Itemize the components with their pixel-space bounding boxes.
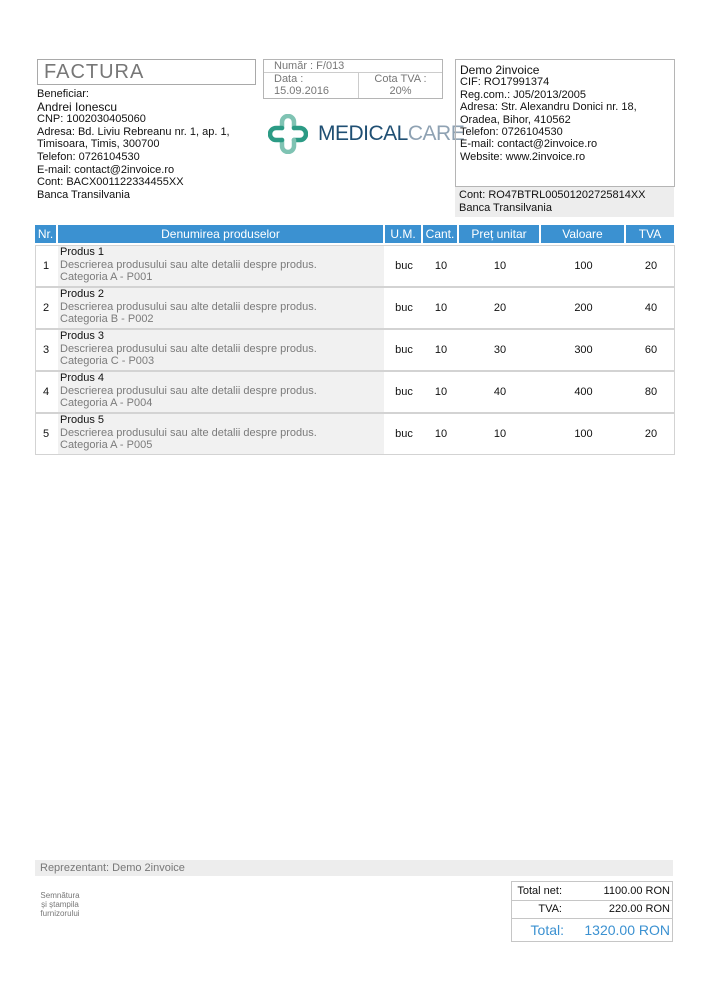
- supplier-phone: Telefon: 0726104530: [460, 126, 563, 139]
- col-product-name: Denumirea produselor: [58, 225, 383, 243]
- product-category: Categoria A - P001: [60, 271, 153, 283]
- supplier-cif: CIF: RO17991374: [460, 76, 550, 89]
- client-info: [37, 88, 257, 201]
- row-product: [58, 246, 384, 286]
- row-qty: 10: [434, 386, 448, 398]
- row-number: 5: [42, 428, 50, 440]
- medical-cross-icon: [268, 114, 308, 154]
- invoice-title: FACTURA: [44, 61, 145, 83]
- row-number: 1: [42, 260, 50, 272]
- row-value: 200: [574, 302, 593, 314]
- grand-total-row: [511, 919, 673, 942]
- row-vat: 20: [644, 428, 658, 440]
- product-category: Categoria C - P003: [60, 355, 155, 367]
- total-vat-value: 220.00 RON: [608, 903, 670, 915]
- vat-rate-value: 20%: [389, 85, 412, 97]
- col-vat: TVA: [626, 225, 674, 243]
- client-address: Adresa: Bd. Liviu Rebreanu nr. 1, ap. 1,: [37, 125, 230, 138]
- invoice-title-box: [37, 59, 256, 85]
- col-value: Valoare: [541, 225, 624, 243]
- row-qty: 10: [434, 302, 448, 314]
- row-um: buc: [395, 428, 413, 440]
- representative: Reprezentant: Demo 2invoice: [40, 862, 185, 874]
- company-logo: [268, 114, 465, 154]
- total-net-value: 1100.00 RON: [603, 885, 670, 897]
- grand-total-value: 1320.00 RON: [584, 922, 670, 938]
- client-cnp: CNP: 1002030405060: [37, 113, 146, 126]
- logo-text: MEDICALCARE: [318, 122, 465, 145]
- supplier-bank: Banca Transilvania: [459, 201, 552, 214]
- row-value: 100: [574, 260, 593, 272]
- row-vat: 40: [644, 302, 658, 314]
- products-table-header: [35, 225, 674, 243]
- table-row: [35, 413, 675, 455]
- table-row: [35, 371, 675, 413]
- row-um: buc: [395, 302, 413, 314]
- date-value: 15.09.2016: [274, 85, 330, 97]
- supplier-email: E-mail: contact@2invoice.ro: [460, 138, 598, 151]
- product-description: Descrierea produsului sau alte detalii despre produs.: [60, 258, 317, 271]
- total-net-label: Total net:: [517, 885, 562, 897]
- row-um: buc: [395, 260, 413, 272]
- product-name: Produs 2: [60, 288, 105, 300]
- product-description: Descrierea produsului sau alte detalii despre produs.: [60, 342, 317, 355]
- supplier-address: Adresa: Str. Alexandru Donici nr. 18,: [460, 101, 637, 114]
- row-um: buc: [395, 344, 413, 356]
- product-category: Categoria A - P004: [60, 397, 153, 409]
- client-account: Cont: BACX001122334455XX: [37, 176, 184, 189]
- supplier-bank-box: [455, 187, 674, 217]
- col-nr: Nr.: [35, 225, 56, 243]
- supplier-account: Cont: RO47BTRL00501202725814XX: [459, 189, 646, 201]
- client-bank: Banca Transilvania: [37, 188, 130, 201]
- row-price: 30: [493, 344, 507, 356]
- row-value: 100: [574, 428, 593, 440]
- product-category: Categoria B - P002: [60, 313, 154, 325]
- row-price: 20: [493, 302, 507, 314]
- supplier-info: [455, 59, 675, 187]
- product-name: Produs 5: [60, 414, 105, 426]
- row-product: [58, 372, 384, 412]
- table-row: [35, 245, 675, 287]
- supplier-city: Oradea, Bihor, 410562: [460, 113, 571, 126]
- total-vat-label: TVA:: [538, 903, 562, 915]
- row-price: 10: [493, 428, 507, 440]
- table-row: [35, 287, 675, 329]
- invoice-meta: [263, 59, 443, 99]
- table-row: [35, 329, 675, 371]
- supplier-website: Website: www.2invoice.ro: [460, 150, 586, 163]
- col-unit-price: Preț unitar: [459, 225, 539, 243]
- vat-rate-label: Cota TVA :: [374, 73, 427, 85]
- supplier-name: Demo 2invoice: [460, 63, 540, 77]
- row-vat: 80: [644, 386, 658, 398]
- client-phone: Telefon: 0726104530: [37, 150, 140, 163]
- product-description: Descrierea produsului sau alte detalii despre produs.: [60, 300, 317, 313]
- client-name: Andrei Ionescu: [37, 99, 118, 114]
- supplier-regcom: Reg.com.: J05/2013/2005: [460, 88, 586, 101]
- date-label: Data :: [274, 73, 304, 85]
- row-qty: 10: [434, 260, 448, 272]
- total-net-row: [511, 881, 673, 901]
- client-email: E-mail: contact@2invoice.ro: [37, 163, 175, 176]
- supplier-signature: Semnătura și ștampila furnizorului: [40, 891, 80, 918]
- grand-total-label: Total:: [530, 922, 564, 938]
- row-value: 300: [574, 344, 593, 356]
- row-qty: 10: [434, 344, 448, 356]
- row-um: buc: [395, 386, 413, 398]
- row-vat: 60: [644, 344, 658, 356]
- total-vat-row: [511, 900, 673, 919]
- row-number: 2: [42, 302, 50, 314]
- row-product: [58, 330, 384, 370]
- row-product: [58, 414, 384, 454]
- col-qty: Cant.: [423, 225, 457, 243]
- product-name: Produs 3: [60, 330, 105, 342]
- row-qty: 10: [434, 428, 448, 440]
- client-heading: Beneficiar:: [37, 88, 89, 100]
- row-number: 4: [42, 386, 50, 398]
- product-name: Produs 1: [60, 246, 105, 258]
- representative-bar: [35, 860, 673, 876]
- row-product: [58, 288, 384, 328]
- invoice-number: Număr : F/013: [274, 60, 345, 72]
- product-category: Categoria A - P005: [60, 439, 153, 451]
- col-um: U.M.: [385, 225, 421, 243]
- row-price: 10: [493, 260, 507, 272]
- product-description: Descrierea produsului sau alte detalii despre produs.: [60, 384, 317, 397]
- product-name: Produs 4: [60, 372, 105, 384]
- row-number: 3: [42, 344, 50, 356]
- row-price: 40: [493, 386, 507, 398]
- client-city: Timisoara, Timis, 300700: [37, 138, 160, 151]
- row-vat: 20: [644, 260, 658, 272]
- product-description: Descrierea produsului sau alte detalii despre produs.: [60, 426, 317, 439]
- totals-box: [511, 881, 673, 941]
- row-value: 400: [574, 386, 593, 398]
